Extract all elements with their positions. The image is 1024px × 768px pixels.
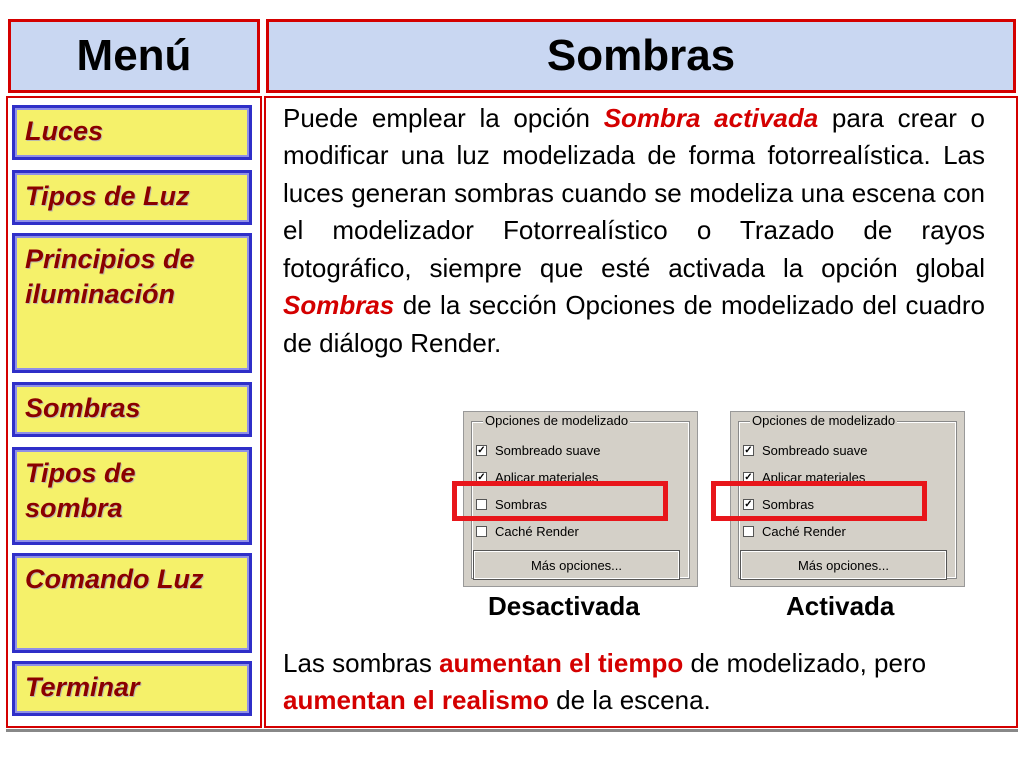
button-label: Más opciones...	[797, 557, 890, 573]
option-label: Sombras	[495, 497, 548, 512]
group-title: Opciones de modelizado	[752, 413, 896, 428]
text-segment: de la sección Opciones de modelizado del cuadro de diálogo Render.	[283, 290, 985, 358]
option-smooth-shading[interactable]	[743, 443, 868, 458]
checkbox-unchecked[interactable]	[476, 526, 487, 537]
checkbox-checked[interactable]: ✓	[477, 472, 486, 483]
menu-item-terminar[interactable]	[12, 661, 252, 716]
footer-paragraph	[283, 645, 988, 720]
menu-item-label: Tipos de sombra	[25, 458, 136, 524]
text-segment: de la escena.	[548, 685, 711, 716]
checkbox-checked[interactable]: ✓	[744, 445, 753, 456]
menu-item-tipos-de-luz[interactable]	[12, 170, 252, 225]
highlight-time: aumentan el tiempo	[439, 648, 684, 678]
option-label: Aplicar materiales	[762, 470, 866, 485]
menu-item-label: Luces	[25, 116, 104, 146]
description-paragraph	[283, 100, 985, 362]
menu-item-label: Principios de iluminación	[25, 244, 195, 310]
option-label: Caché Render	[762, 524, 846, 539]
option-label: Sombreado suave	[495, 443, 601, 458]
page-title: Sombras	[546, 31, 736, 80]
more-options-button[interactable]	[474, 551, 679, 579]
checkbox-unchecked[interactable]	[743, 526, 754, 537]
text-segment: para crear o modificar una luz modelizada de forma fotorrealística. Las luces generan sombras cuando se modeliza una escena con el modelizador Fotorrealístico o Trazado de rayos fotográfico, siempre que esté activada la opción global	[283, 103, 985, 283]
highlight-box-disabled	[452, 481, 668, 521]
checkbox-checked[interactable]: ✓	[744, 499, 753, 510]
checkbox-checked[interactable]: ✓	[477, 445, 486, 456]
menu-item-label: Terminar	[25, 672, 140, 702]
more-options-button[interactable]	[741, 551, 946, 579]
menu-item-comando-luz[interactable]	[12, 553, 252, 653]
option-label: Aplicar materiales	[495, 470, 599, 485]
menu-item-label: Sombras	[25, 393, 141, 423]
option-label: Sombreado suave	[762, 443, 868, 458]
text-segment: Puede emplear la opción	[283, 103, 604, 133]
button-label: Más opciones...	[530, 557, 623, 573]
menu-header	[8, 19, 260, 93]
text-segment: de modelizado, pero	[683, 648, 927, 678]
menu-item-label: Tipos de Luz	[25, 181, 190, 211]
group-title: Opciones de modelizado	[485, 413, 629, 428]
highlight-box-enabled	[711, 481, 927, 521]
menu-title: Menú	[76, 31, 192, 80]
option-label: Sombras	[762, 497, 815, 512]
option-render-cache[interactable]	[743, 524, 846, 539]
text-segment: Las sombras	[283, 648, 440, 678]
menu-item-principios-de-iluminacion[interactable]	[12, 233, 252, 373]
menu-item-luces[interactable]	[12, 105, 252, 160]
menu-item-label: Comando Luz	[25, 564, 204, 594]
menu-item-sombras[interactable]	[12, 382, 252, 437]
highlight-sombras: Sombras	[283, 290, 395, 321]
highlight-sombra-activada: Sombra activada	[603, 103, 819, 133]
menu-item-tipos-de-sombra[interactable]	[12, 447, 252, 545]
option-smooth-shading[interactable]	[476, 443, 601, 458]
caption-enabled: Activada	[786, 591, 895, 621]
page-title-header	[266, 19, 1016, 93]
caption-disabled: Desactivada	[488, 591, 640, 621]
divider	[6, 729, 1018, 732]
option-render-cache[interactable]	[476, 524, 579, 539]
highlight-realism: aumentan el realismo	[283, 685, 549, 716]
option-label: Caché Render	[495, 524, 579, 539]
checkbox-checked[interactable]: ✓	[744, 472, 753, 483]
